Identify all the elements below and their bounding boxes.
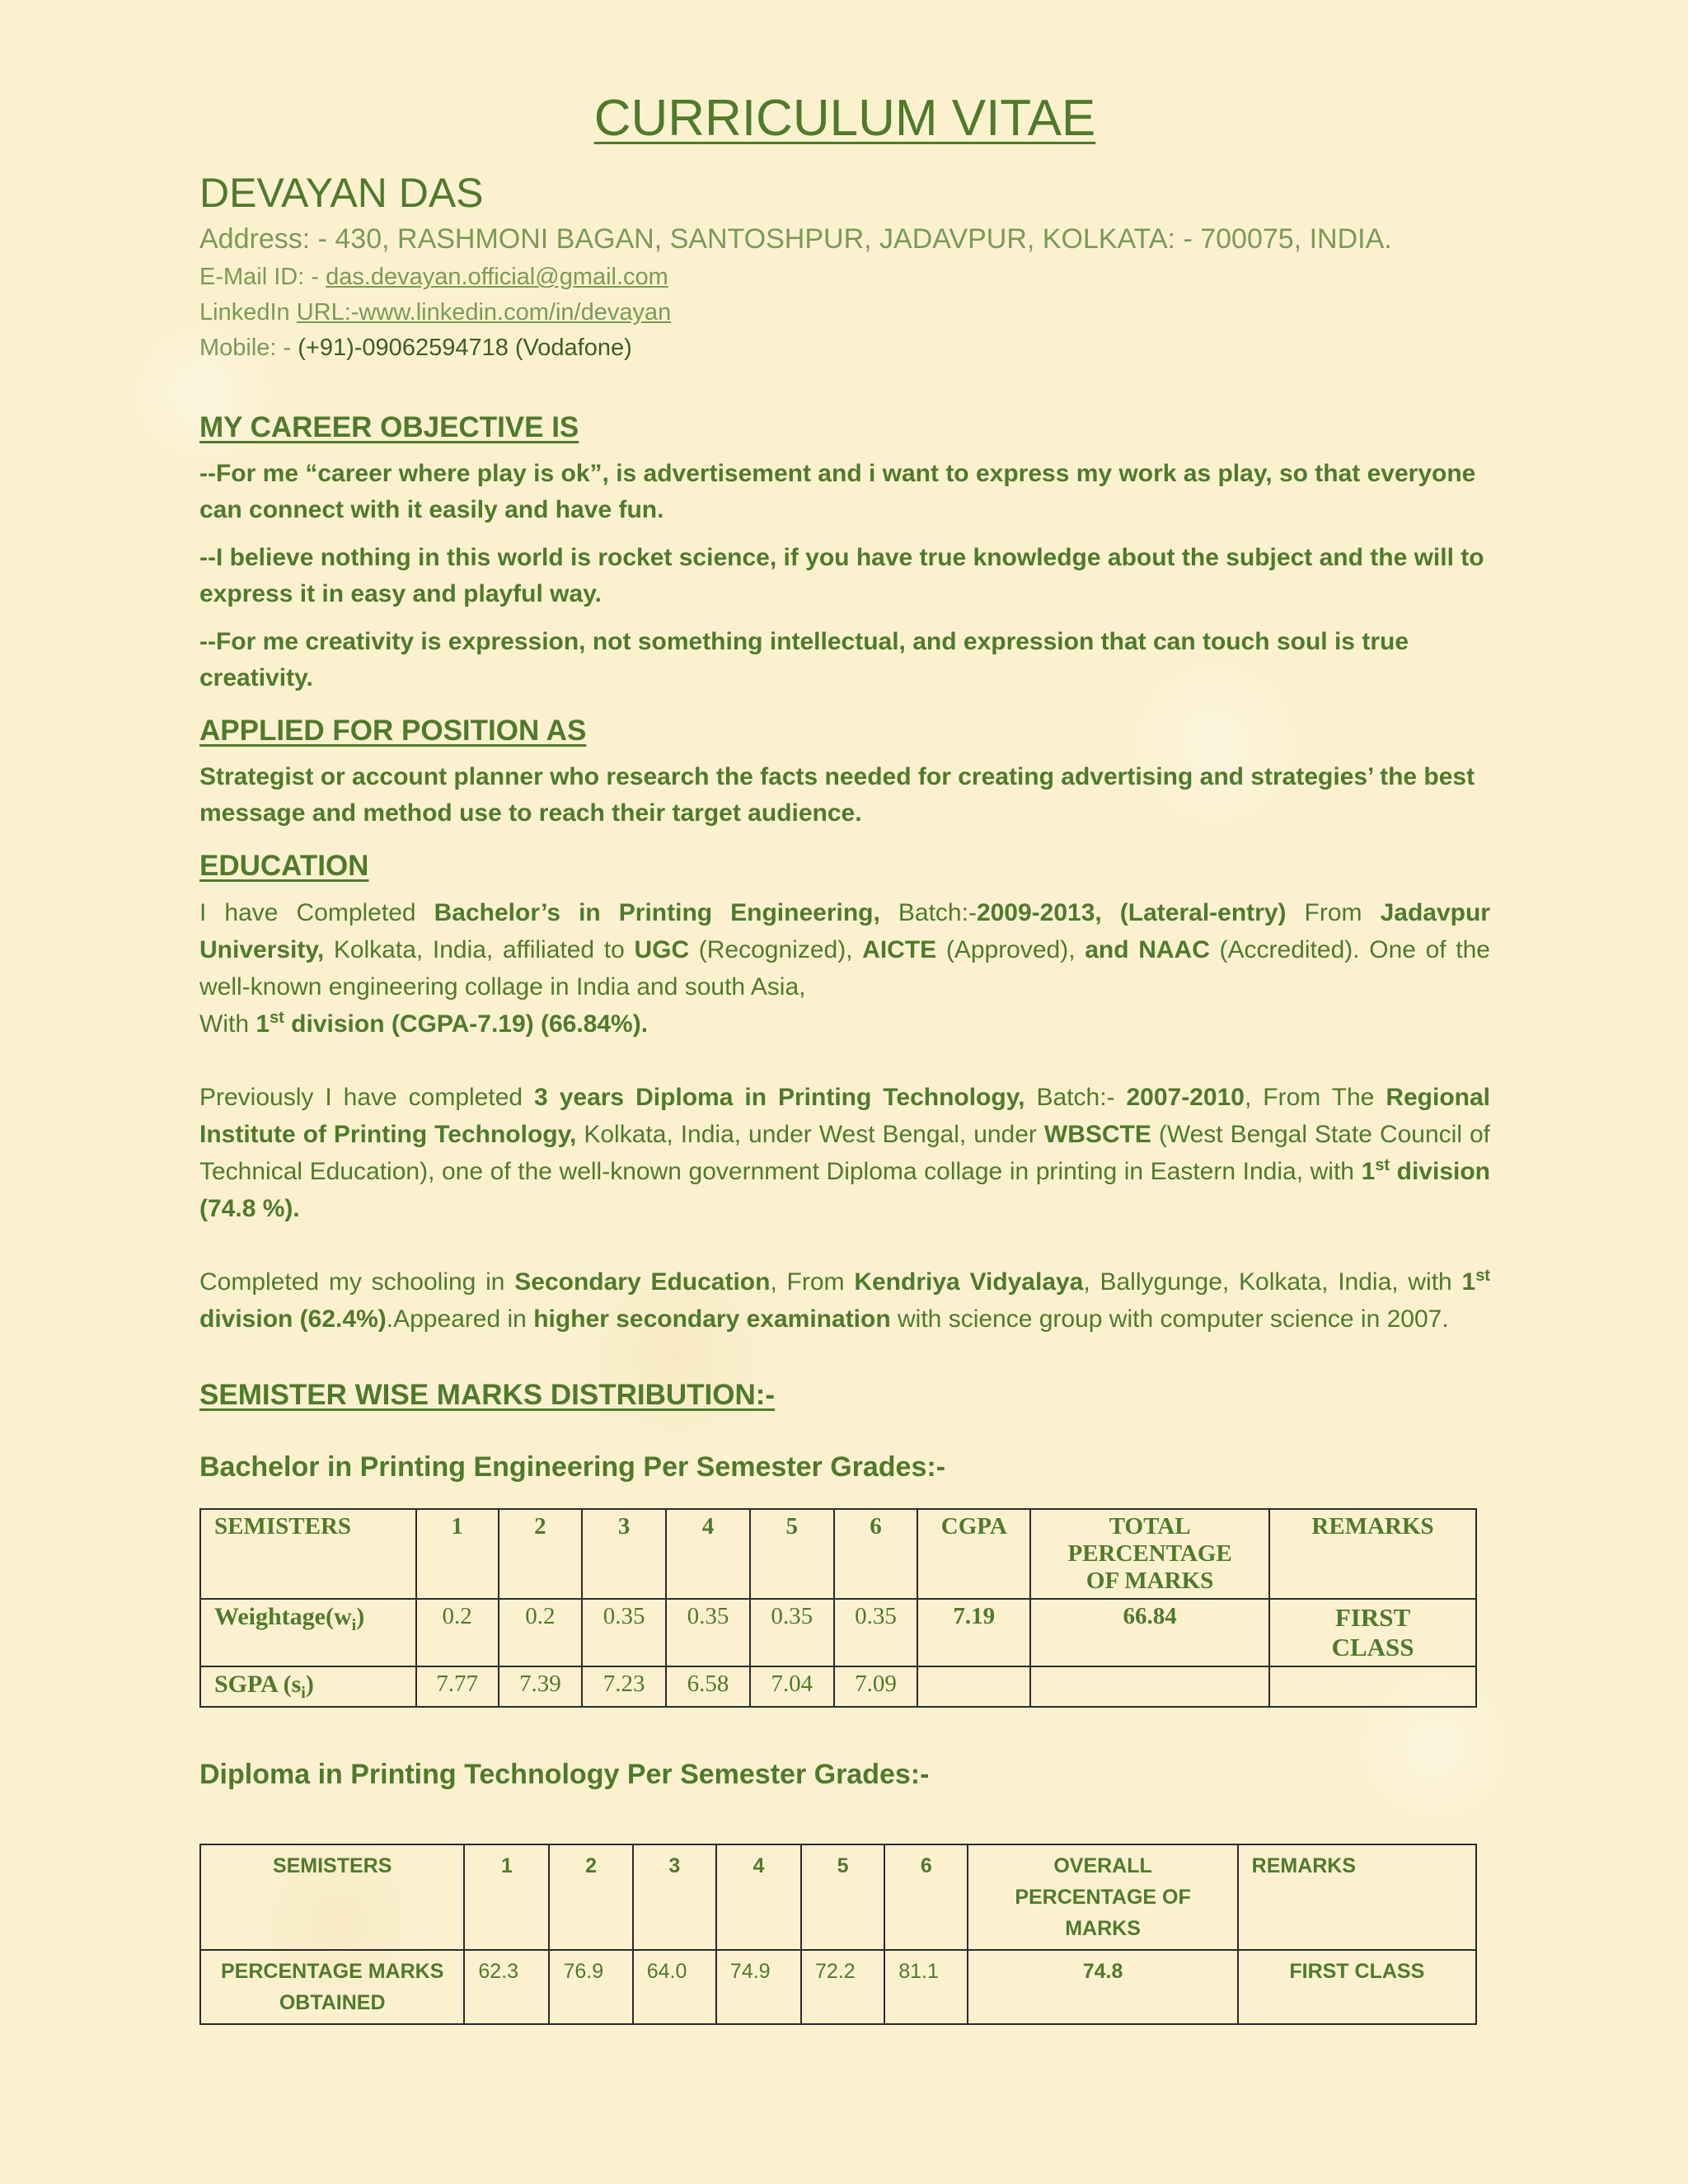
position-heading: APPLIED FOR POSITION AS — [199, 715, 587, 747]
table-row — [200, 1509, 1476, 1599]
table-header-cell: 2 — [499, 1509, 583, 1599]
table-cell: 74.9 — [716, 1950, 801, 2024]
table-header-cell: SEMISTERS — [200, 1509, 416, 1599]
table-cell: 7.77 — [416, 1666, 499, 1707]
table-cell — [917, 1666, 1030, 1707]
mobile-number: (+91)-09062594718 (Vodafone) — [298, 335, 632, 361]
diploma-grades-heading: Diploma in Printing Technology Per Semester Grades:- — [199, 1759, 930, 1790]
objective-heading: MY CAREER OBJECTIVE IS — [199, 411, 579, 443]
objective-point: --For me creativity is expression, not something intellectual, and expression that can touch soul is true creativity. — [199, 628, 1409, 691]
table-cell: FIRST CLASS — [1238, 1950, 1476, 2024]
education-bachelor-paragraph: I have Completed Bachelor’s in Printing Engineering, Batch:-2009-2013, (Lateral-entry) From Jadavpur University, Kolkata, India, affiliated to UGC (Recognized), AICTE (Approved), and NAAC (Accredited). One of the well-known engineering collage in India and south Asia, With 1st division (CGPA-7.19) (66.84%). — [199, 899, 1490, 1038]
table-cell: 66.84 — [1030, 1599, 1269, 1666]
email-label: E-Mail ID: - — [199, 264, 326, 290]
table-row-label: PERCENTAGE MARKS OBTAINED — [200, 1950, 464, 2024]
education-school-paragraph: Completed my schooling in Secondary Education, From Kendriya Vidyalaya, Ballygunge, Kolkata, India, with 1st division (62.4%).Appeared in higher secondary examination with science group with computer science in 2007. — [199, 1267, 1490, 1333]
table-cell — [1269, 1666, 1476, 1707]
table-header-cell: 4 — [716, 1844, 801, 1950]
bachelor-grades-heading: Bachelor in Printing Engineering Per Semester Grades:- — [199, 1451, 946, 1483]
table-cell: 7.04 — [750, 1666, 834, 1707]
marks-heading: SEMISTER WISE MARKS DISTRIBUTION:- — [199, 1379, 776, 1411]
table-header-cell: 6 — [884, 1844, 968, 1950]
table-cell: 72.2 — [801, 1950, 884, 2024]
email-line — [199, 264, 1490, 291]
table-header-cell: REMARKS — [1269, 1509, 1476, 1599]
linkedin-label: LinkedIn — [199, 299, 297, 326]
table-header-cell: 3 — [633, 1844, 716, 1950]
mobile-line — [199, 335, 1490, 362]
email-link[interactable]: das.devayan.official@gmail.com — [326, 264, 668, 290]
table-header-cell: 5 — [801, 1844, 884, 1950]
table-header-cell: SEMISTERS — [200, 1844, 464, 1950]
table-cell: 0.2 — [416, 1599, 499, 1666]
table-cell: 7.39 — [499, 1666, 583, 1707]
table-header-cell: 3 — [582, 1509, 666, 1599]
objective-point: --I believe nothing in this world is rocket science, if you have true knowledge about the subject and the will to express it in easy and playful way. — [199, 544, 1484, 607]
table-header-cell: 4 — [666, 1509, 750, 1599]
education-heading: EDUCATION — [199, 850, 369, 882]
table-cell: 0.35 — [582, 1599, 666, 1666]
table-cell: 64.0 — [633, 1950, 716, 2024]
table-row — [200, 1599, 1476, 1666]
table-header-cell: REMARKS — [1238, 1844, 1476, 1950]
table-header-cell: 5 — [750, 1509, 834, 1599]
table-cell: 0.35 — [666, 1599, 750, 1666]
position-text: Strategist or account planner who research the facts needed for creating advertising and strategies’ the best message and method use to reach their target audience. — [199, 763, 1475, 827]
objective-point: --For me “career where play is ok”, is advertisement and i want to express my work as play, so that everyone can connect with it easily and have fun. — [199, 460, 1476, 523]
linkedin-link[interactable]: URL:-www.linkedin.com/in/devayan — [296, 299, 672, 326]
table-cell: 76.9 — [549, 1950, 632, 2024]
table-header-cell: 2 — [549, 1844, 632, 1950]
table-cell: 6.58 — [666, 1666, 750, 1707]
document-title: CURRICULUM VITAE — [593, 90, 1096, 147]
table-row — [200, 1844, 1476, 1950]
table-row-label: SGPA $(s_i)$ — [200, 1666, 416, 1707]
table-cell: 7.23 — [582, 1666, 666, 1707]
bachelor-grades-table — [199, 1508, 1477, 1708]
table-cell: 81.1 — [884, 1950, 968, 2024]
table-cell: 74.8 — [968, 1950, 1237, 2024]
table-row — [200, 1950, 1476, 2024]
table-header-cell: CGPA — [917, 1509, 1030, 1599]
table-cell — [1030, 1666, 1269, 1707]
table-header-cell: 1 — [416, 1509, 499, 1599]
mobile-label: Mobile: - — [199, 335, 298, 361]
table-cell: 7.19 — [917, 1599, 1030, 1666]
table-header-cell: 1 — [464, 1844, 549, 1950]
table-header-cell: OVERALL PERCENTAGE OF MARKS — [968, 1844, 1237, 1950]
table-row-label: $Weightage(w_i)$ — [200, 1599, 416, 1666]
table-cell: 62.3 — [464, 1950, 549, 2024]
table-cell: 7.09 — [834, 1666, 918, 1707]
table-row — [200, 1666, 1476, 1707]
table-cell: 0.35 — [834, 1599, 918, 1666]
candidate-name: DEVAYAN DAS — [199, 170, 484, 216]
table-header-cell: TOTAL PERCENTAGE OF MARKS — [1030, 1509, 1269, 1599]
table-cell: 0.35 — [750, 1599, 834, 1666]
address: Address: - 430, RASHMONI BAGAN, SANTOSHPUR, JADAVPUR, KOLKATA: - 700075, INDIA. — [199, 223, 1392, 255]
diploma-grades-table — [199, 1844, 1477, 2025]
table-cell: 0.2 — [499, 1599, 583, 1666]
education-diploma-paragraph: Previously I have completed 3 years Diploma in Printing Technology, Batch:- 2007-2010, From The Regional Institute of Printing Technology, Kolkata, India, under West Bengal, under WBSCTE (West Bengal State Council of Technical Education), one of the well-known government Diploma collage in printing in Eastern India, with 1st division (74.8 %). — [199, 1084, 1491, 1222]
table-header-cell: 6 — [834, 1509, 918, 1599]
table-cell: FIRST CLASS — [1269, 1599, 1476, 1666]
linkedin-line — [199, 299, 1490, 326]
